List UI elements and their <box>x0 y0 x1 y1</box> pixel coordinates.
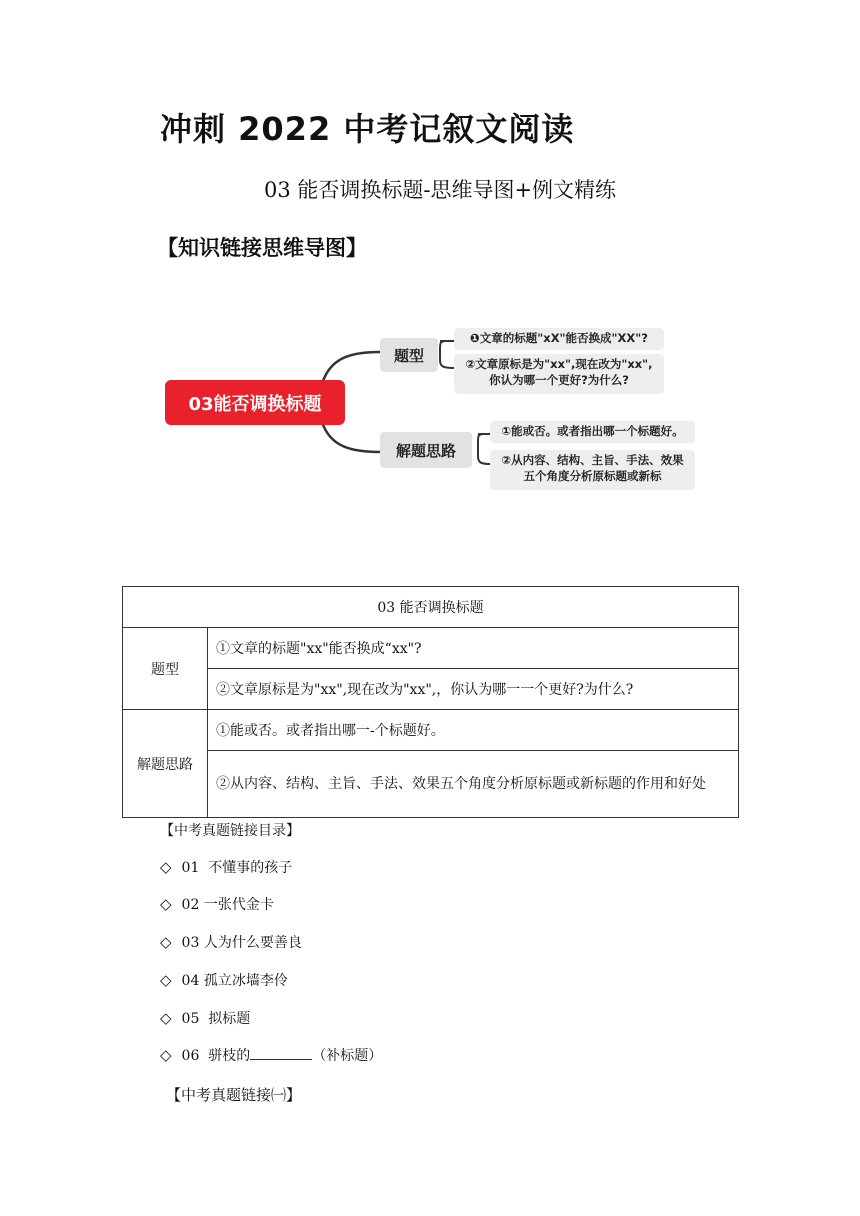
catalog-item-suffix: （补标题） <box>312 1048 383 1064</box>
diamond-icon: ◇ <box>160 1046 172 1064</box>
catalog-item-text: 骈枝的 <box>208 1048 251 1064</box>
catalog-item-text: 孤立冰墙李伶 <box>203 973 288 989</box>
diamond-icon: ◇ <box>160 933 172 951</box>
diamond-icon: ◇ <box>160 858 172 876</box>
document-title: 冲刺 2022 中考记叙文阅读 <box>160 110 575 148</box>
catalog-heading: 【中考真题链接目录】 <box>160 823 300 839</box>
catalog-item[interactable] <box>160 1008 250 1028</box>
document-subtitle: 03 能否调换标题-思维导图+例文精练 <box>263 178 617 202</box>
catalog-item[interactable] <box>160 970 288 990</box>
section-heading: 【知识链接思维导图】 <box>157 236 367 260</box>
catalog-item-text: 不懂事的孩子 <box>208 860 293 876</box>
catalog-item-text: 人为什么要善良 <box>203 935 302 951</box>
catalog-item-number: 06 <box>181 1048 200 1064</box>
real-exam-heading: 【中考真题链接㈠】 <box>166 1086 302 1104</box>
catalog-item[interactable] <box>160 857 292 877</box>
knowledge-table <box>122 586 739 818</box>
diamond-icon: ◇ <box>160 1009 172 1027</box>
catalog-item-number: 04 <box>181 973 200 989</box>
mind-map-root: 03能否调换标题 <box>165 380 345 425</box>
table-cell: ①文章的标题"xx"能否换成“xx"? <box>208 628 739 669</box>
diamond-icon: ◇ <box>160 895 172 913</box>
catalog-item-number: 05 <box>181 1011 200 1027</box>
table-header: 03 能否调换标题 <box>123 587 739 628</box>
fill-in-blank <box>250 1047 312 1060</box>
catalog-item[interactable] <box>160 894 274 914</box>
catalog-item-text: 拟标题 <box>208 1011 251 1027</box>
mind-map-connectors <box>0 0 860 560</box>
mind-map-leaf: ❶文章的标题"xX"能否换成"XX"? <box>454 328 664 350</box>
catalog-item[interactable] <box>160 1045 382 1065</box>
mind-map-leaf: ①能或否。或者指出哪一个标题好。 <box>490 421 695 443</box>
catalog-item-number: 03 <box>181 935 200 951</box>
mind-map-leaf: ②从内容、结构、主旨、手法、效果 五个角度分析原标题或新标 <box>490 450 695 490</box>
table-row-label: 题型 <box>123 628 208 710</box>
catalog-item-number: 01 <box>181 860 200 876</box>
catalog-item-number: 02 <box>181 897 200 913</box>
mind-map-branch-approach: 解题思路 <box>380 432 472 468</box>
table-cell: ①能或否。或者指出哪一-个标题好。 <box>208 710 739 751</box>
table-row-label: 解题思路 <box>123 710 208 818</box>
catalog-item-text: 一张代金卡 <box>203 897 274 913</box>
table-cell: ②从内容、结构、主旨、手法、效果五个角度分析原标题或新标题的作用和好处 <box>208 751 739 818</box>
catalog-item[interactable] <box>160 932 302 952</box>
diamond-icon: ◇ <box>160 971 172 989</box>
mind-map-branch-type: 题型 <box>380 338 438 372</box>
mind-map-leaf: ②文章原标是为"xx",现在改为"xx", 你认为哪一个更好?为什么? <box>454 354 664 394</box>
table-cell: ②文章原标是为"xx",现在改为"xx",，你认为哪一一个更好?为什么? <box>208 669 739 710</box>
